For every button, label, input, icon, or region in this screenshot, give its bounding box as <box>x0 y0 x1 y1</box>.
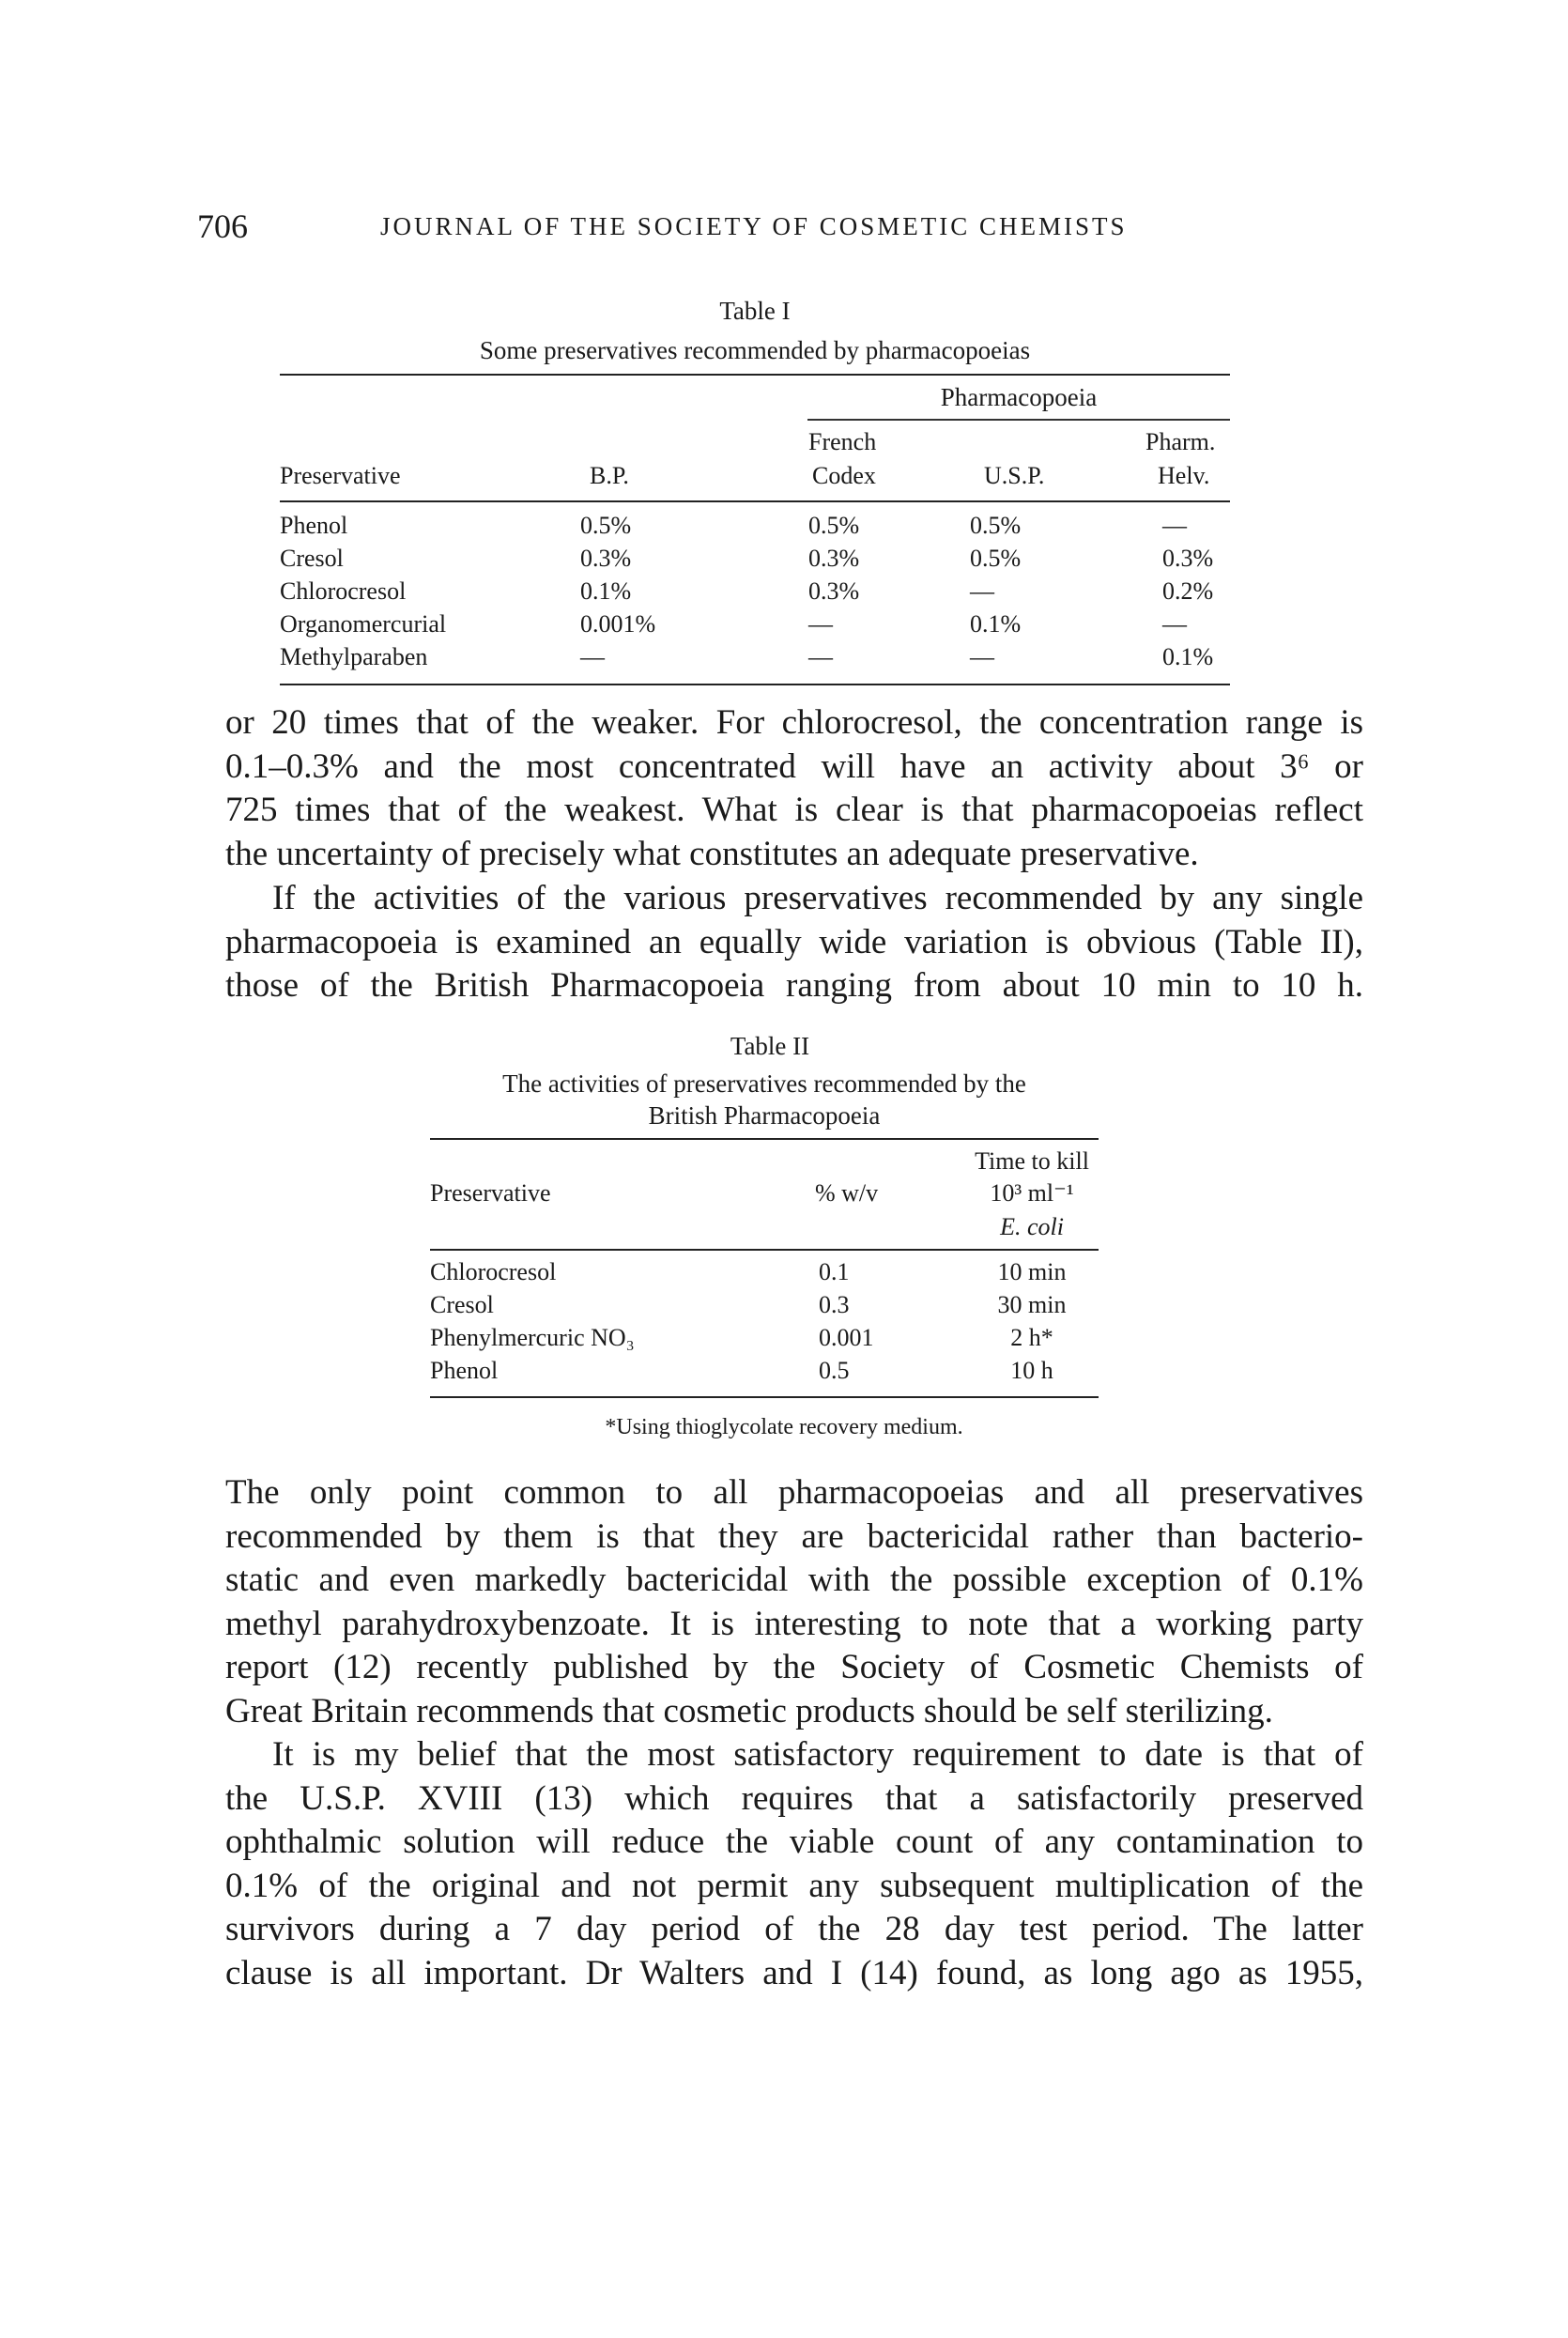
text-line: static and even markedly bactericidal with the possible exception of 0.1% <box>225 1561 1363 1599</box>
cell-usp: — <box>970 577 994 605</box>
text-line: pharmacopoeia is examined an equally wide variation is obvious (Table II), <box>225 922 1363 961</box>
cell-time: 30 min <box>997 1291 1067 1318</box>
col-time-3: E. coli <box>1000 1213 1064 1240</box>
text-line: It is my belief that the most satisfactory requirement to date is that of <box>272 1735 1363 1774</box>
text-line: Great Britain recommends that cosmetic products should be self sterilizing. <box>225 1691 1273 1730</box>
text-line: the U.S.P. XVIII (13) which requires that a satisfactorily preserved <box>225 1778 1363 1818</box>
table-2-header-line-1 <box>430 1147 1099 1179</box>
table-1-top-rule <box>280 374 1230 376</box>
table-2-title-2: British Pharmacopoeia <box>648 1101 881 1130</box>
table-2-header-rule <box>430 1249 1099 1251</box>
cell-preservative: Cresol <box>430 1291 494 1318</box>
cell-french: 0.3% <box>808 577 860 605</box>
cell-usp: 0.5% <box>970 512 1022 539</box>
cell-french: 0.3% <box>808 545 860 572</box>
table-row <box>280 512 1230 544</box>
cell-pharm: — <box>1162 512 1187 539</box>
table-row <box>280 545 1230 577</box>
cell-ww: 0.001 <box>819 1324 874 1351</box>
cell-preservative: Organomercurial <box>280 610 447 638</box>
col-preservative: Preservative <box>430 1179 551 1207</box>
cell-ww: 0.1 <box>819 1258 850 1285</box>
table-row <box>430 1357 1099 1389</box>
cell-time: 10 min <box>997 1258 1067 1285</box>
table-row <box>430 1291 1099 1323</box>
text-line: recommended by them is that they are bactericidal rather than bacterio- <box>225 1516 1363 1556</box>
table-2-header-line-3 <box>430 1213 1099 1245</box>
text-line: or 20 times that of the weaker. For chlorocresol, the concentration range is <box>225 703 1363 742</box>
text-line: those of the British Pharmacopoeia ranging from about 10 min to 10 h. <box>225 966 1363 1005</box>
journal-title: JOURNAL OF THE SOCIETY OF COSMETIC CHEMISTS <box>380 212 1128 240</box>
cell-bp: 0.5% <box>580 512 632 539</box>
table-1-bottom-rule <box>280 684 1230 685</box>
text-line: The only point common to all pharmacopoeias and all preservatives <box>225 1473 1363 1512</box>
table-row <box>280 643 1230 675</box>
col-bp: B.P. <box>590 462 629 489</box>
table-1-group-rule <box>807 419 1230 421</box>
col-time-2: 10³ ml⁻¹ <box>990 1179 1074 1207</box>
text-line: 0.1–0.3% and the most concentrated will have an activity about 3⁶ or <box>225 746 1363 786</box>
col-preservative: Preservative <box>280 462 401 489</box>
text-line: the uncertainty of precisely what constitutes an adequate preservative. <box>225 834 1199 873</box>
cell-time: 2 h* <box>1010 1324 1053 1351</box>
cell-preservative: Phenol <box>430 1357 499 1384</box>
cell-french: — <box>808 643 833 670</box>
table-2-title-1: The activities of preservatives recommended by the <box>502 1069 1026 1098</box>
text-line: methyl parahydroxybenzoate. It is interesting to note that a working party <box>225 1604 1363 1643</box>
cell-preservative: Phenylmercuric NO₃ <box>430 1324 635 1351</box>
table-1-label: Table I <box>719 297 791 325</box>
cell-preservative: Chlorocresol <box>430 1258 557 1285</box>
table-row <box>430 1324 1099 1356</box>
table-1-header-rule <box>280 500 1230 502</box>
col-french-1: French <box>808 428 877 455</box>
paragraph-3 <box>225 1471 1363 1733</box>
cell-preservative: Phenol <box>280 512 348 539</box>
table-2-bottom-rule <box>430 1396 1099 1398</box>
cell-time: 10 h <box>1010 1357 1053 1384</box>
cell-pharm: 0.2% <box>1162 577 1214 605</box>
text-line: 725 times that of the weakest. What is clear is that pharmacopoeias reflect <box>225 791 1363 829</box>
table-2-header-line-2 <box>430 1179 1099 1211</box>
cell-preservative: Chlorocresol <box>280 577 407 605</box>
table-2-footnote: *Using thioglycolate recovery medium. <box>605 1415 963 1439</box>
cell-bp: — <box>580 643 605 670</box>
paragraph-2 <box>225 877 1363 1008</box>
table-2-label: Table II <box>730 1032 810 1060</box>
col-time-1: Time to kill <box>975 1147 1089 1175</box>
col-french-2: Codex <box>812 462 876 489</box>
text-line: ophthalmic solution will reduce the viable count of any contamination to <box>225 1823 1363 1861</box>
cell-usp: 0.1% <box>970 610 1022 638</box>
text-line: clause is all important. Dr Walters and I (14) found, as long ago as 1955, <box>225 1953 1363 1992</box>
table-1-header <box>280 428 1230 503</box>
cell-ww: 0.3 <box>819 1291 850 1318</box>
col-pharm-2: Helv. <box>1158 462 1210 489</box>
cell-bp: 0.3% <box>580 545 632 572</box>
cell-preservative: Methylparaben <box>280 643 428 670</box>
page-number: 706 <box>197 208 248 245</box>
text-line: survivors during a 7 day period of the 28 day test period. The latter <box>225 1910 1363 1948</box>
cell-pharm: 0.1% <box>1162 643 1214 670</box>
table-1-title: Some preservatives recommended by pharmacopoeias <box>479 336 1031 364</box>
cell-french: — <box>808 610 833 638</box>
cell-pharm: — <box>1162 610 1187 638</box>
col-ww: % w/v <box>815 1179 879 1207</box>
cell-ww: 0.5 <box>819 1357 850 1384</box>
paragraph-4 <box>225 1733 1363 1995</box>
table-2-top-rule <box>430 1138 1099 1140</box>
cell-pharm: 0.3% <box>1162 545 1214 572</box>
cell-preservative: Cresol <box>280 545 344 572</box>
col-usp: U.S.P. <box>984 462 1045 489</box>
text-line: 0.1% of the original and not permit any subsequent multiplication of the <box>225 1866 1363 1905</box>
table-row <box>280 610 1230 642</box>
table-row <box>430 1258 1099 1290</box>
table-row <box>280 577 1230 609</box>
cell-bp: 0.001% <box>580 610 656 638</box>
text-line: If the activities of the various preservatives recommended by any single <box>272 879 1363 917</box>
cell-bp: 0.1% <box>580 577 632 605</box>
cell-french: 0.5% <box>808 512 860 539</box>
table-1-group-header: Pharmacopoeia <box>940 383 1098 411</box>
cell-usp: 0.5% <box>970 545 1022 572</box>
paragraph-1 <box>225 701 1363 876</box>
cell-usp: — <box>970 643 994 670</box>
col-pharm-1: Pharm. <box>1145 428 1216 455</box>
text-line: report (12) recently published by the Society of Cosmetic Chemists of <box>225 1648 1363 1686</box>
